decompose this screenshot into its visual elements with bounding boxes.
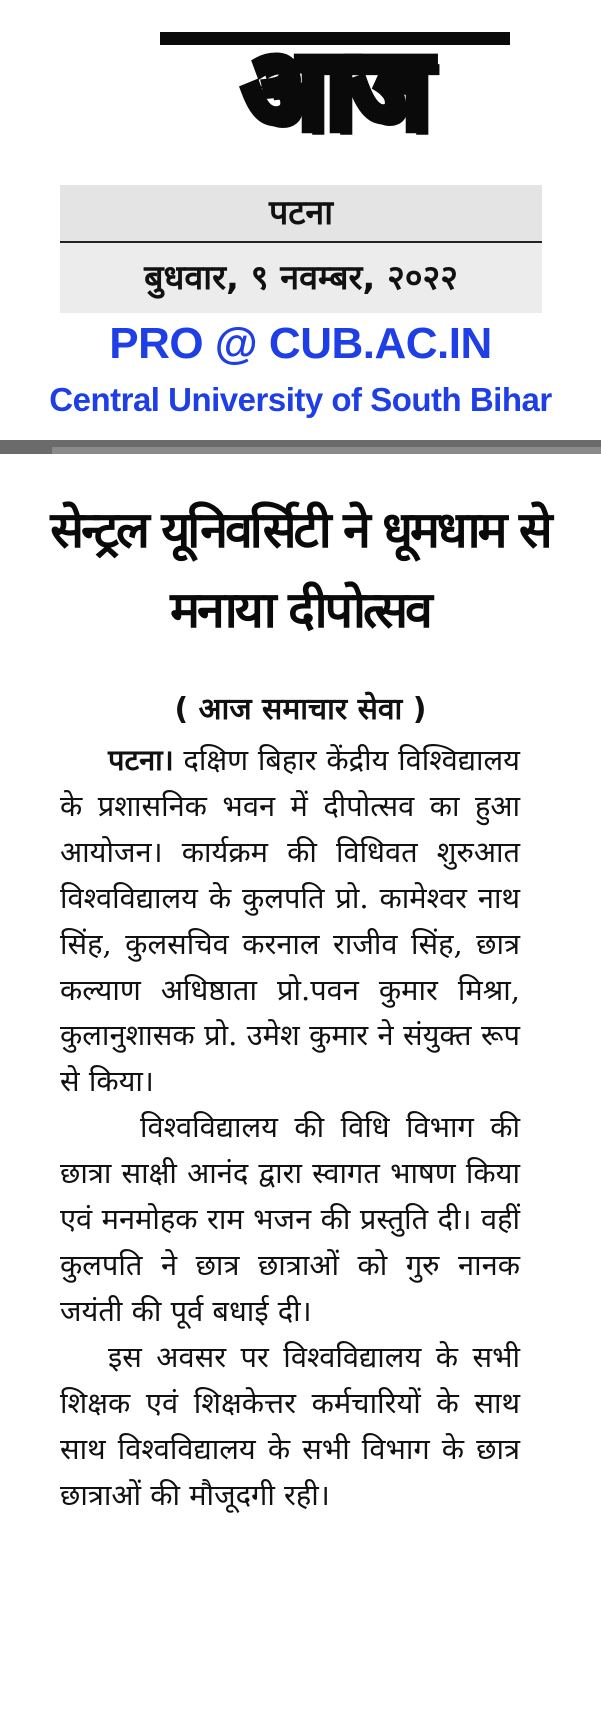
university-name: Central University of South Bihar <box>49 381 552 418</box>
section-divider-shade <box>52 447 601 454</box>
publication-date: बुधवार, ९ नवम्बर, २०२२ <box>144 258 458 298</box>
article-body <box>60 738 520 1518</box>
logo-text: आज <box>243 27 427 153</box>
article-dateline: पटना। <box>108 743 174 777</box>
edition-box <box>60 185 542 242</box>
date-box <box>60 243 542 313</box>
paragraph-1-text: दक्षिण बिहार केंद्रीय विश्विद्यालय के प्रशासनिक भवन में दीपोत्सव का हुआ आयोजन। कार्यक्रम की विधिवत शुरुआत विश्वविद्यालय के कुलपति प्रो. कामेश्वर नाथ सिंह, कुलसचिव करनाल राजीव सिंह, छात्र कल्याण अधिष्ठाता प्रो.पवन कुमार मिश्रा, कुलानुशासक प्रो. उमेश कुमार ने संयुक्त रूप से किया। <box>60 743 520 1099</box>
article-headline: सेन्ट्रल यूनिवर्सिटी ने धूमधाम से मनाया दीपोत्सव <box>50 500 550 639</box>
article-paragraph-2: विश्वविद्यालय की विधि विभाग की छात्रा साक्षी आनंद द्वारा स्वागत भाषण किया एवं मनमोहक राम भजन की प्रस्तुति दी। वहीं कुलपति ने छात्र छात्राओं को गुरु नानक जयंती की पूर्व बधाई दी। <box>60 1110 520 1328</box>
newspaper-masthead <box>0 0 601 170</box>
aaj-logo <box>150 27 520 170</box>
edition-name: पटना <box>268 193 334 233</box>
article-paragraph-1 <box>60 738 520 1105</box>
article-paragraph-3: इस अवसर पर विश्वविद्यालय के सभी शिक्षक एवं शिक्षकेत्तर कर्मचारियों के साथ साथ विश्वविद्यालय के सभी विभाग के छात्र छात्राओं की मौजूदगी रही। <box>60 1339 520 1512</box>
pro-email-line: PRO @ CUB.AC.IN <box>109 319 492 368</box>
article-byline: ( आज समाचार सेवा ) <box>174 692 427 727</box>
